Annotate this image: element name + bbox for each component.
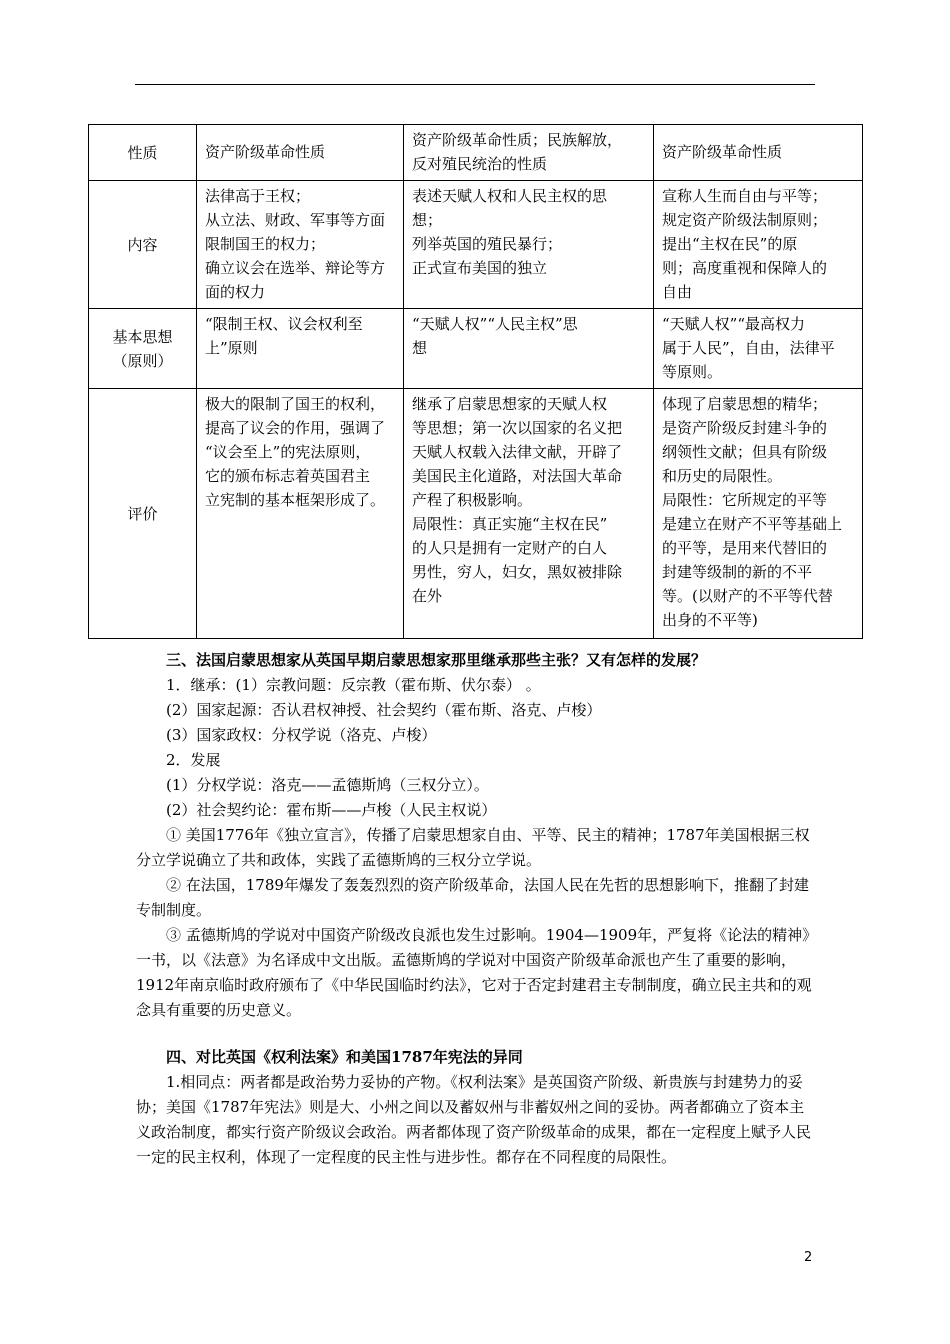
section-4-heading: 四、对比英国《权利法案》和美国1787年宪法的异同 <box>166 1048 523 1066</box>
body-text <box>136 648 816 1170</box>
table-cell: 资产阶级革命性质 <box>197 125 404 181</box>
row-header-principle: 基本思想 （原则） <box>89 309 197 389</box>
paragraph: ① 美国1776年《独立宣言》，传播了启蒙思想家自由、平等、民主的精神；1787年美国根据三权分立学说确立了共和政体，实践了孟德斯鸠的三权分立学说。 <box>136 826 810 869</box>
list-item: 1．继承：(1）宗教问题：反宗教（霍布斯、伏尔泰） 。 <box>166 676 541 694</box>
table-row <box>89 389 863 639</box>
table-cell: 体现了启蒙思想的精华； 是资产阶级反封建斗争的 纲领性文献；但具有阶级 和历史的局限性。 局限性：它所规定的平等 是建立在财产不平等基础上 的平等，是用来代替旧的 封建等级制的新的不平 等。(以财产的不平等代替 出身的不平等) <box>654 389 863 639</box>
paragraph: ③ 孟德斯鸠的学说对中国资产阶级改良派也发生过影响。1904—1909年，严复将《论法的精神》一书，以《法意》为名译成中文出版。孟德斯鸠的学说对中国资产阶级革命派也产生了重要的影响，1912年南京临时政府颁布了《中华民国临时约法》，它对于否定封建君主专制制度，确立民主共和的观念具有重要的历史意义。 <box>136 926 812 1019</box>
page-number: 2 <box>804 1250 813 1265</box>
list-item: (2）社会契约论：霍布斯——卢梭（人民主权说） <box>166 801 497 819</box>
table-cell: 极大的限制了国王的权利， 提高了议会的作用，强调了 “议会至上”的宪法原则， 它的颁布标志着英国君主 立宪制的基本框架形成了。 <box>197 389 404 639</box>
table-cell: 资产阶级革命性质；民族解放， 反对殖民统治的性质 <box>404 125 654 181</box>
table-cell: “限制王权、议会权利至 上”原则 <box>197 309 404 389</box>
table-cell: 继承了启蒙思想家的天赋人权 等思想；第一次以国家的名义把 天赋人权载入法律文献，开辟了 美国民主化道路，对法国大革命 产程了积极影响。 局限性：真正实施“主权在民” 的人只是拥有一定财产的白人 男性，穷人，妇女，黑奴被排除 在外 <box>404 389 654 639</box>
list-item: (3）国家政权：分权学说（洛克、卢梭） <box>166 726 437 744</box>
table-cell: 表述天赋人权和人民主权的思 想； 列举英国的殖民暴行； 正式宣布美国的独立 <box>404 181 654 309</box>
header-rule <box>135 84 815 85</box>
table-cell: 法律高于王权； 从立法、财政、军事等方面 限制国王的权力； 确立议会在选举、辩论等方 面的权力 <box>197 181 404 309</box>
section-3-heading: 三、法国启蒙思想家从英国早期启蒙思想家那里继承那些主张？又有怎样的发展？ <box>166 651 707 669</box>
table-cell: “天赋人权”“最高权力 属于人民”，自由，法律平 等原则。 <box>654 309 863 389</box>
table-row <box>89 125 863 181</box>
comparison-table <box>88 124 863 639</box>
paragraph: 1.相同点：两者都是政治势力妥协的产物。《权利法案》是英国资产阶级、新贵族与封建势力的妥协；美国《1787年宪法》则是大、小州之间以及蓄奴州与非蓄奴州之间的妥协。两者都确立了资本主义政治制度，都实行资产阶级议会政治。两者都体现了资产阶级革命的成果，都在一定程度上赋予人民一定的民主权利，体现了一定程度的民主性与进步性。都存在不同程度的局限性。 <box>136 1073 812 1166</box>
row-header-nature: 性质 <box>89 125 197 181</box>
table-row <box>89 309 863 389</box>
table-cell: “天赋人权”“人民主权”思 想 <box>404 309 654 389</box>
table-cell: 宣称人生而自由与平等； 规定资产阶级法制原则； 提出“主权在民”的原 则；高度重视和保障人的 自由 <box>654 181 863 309</box>
table-row <box>89 181 863 309</box>
row-header-evaluation: 评价 <box>89 389 197 639</box>
list-item: (1）分权学说：洛克——孟德斯鸠（三权分立）。 <box>166 776 489 794</box>
paragraph: ② 在法国，1789年爆发了轰轰烈烈的资产阶级革命，法国人民在先哲的思想影响下，推翻了封建专制制度。 <box>136 876 809 919</box>
table-cell: 资产阶级革命性质 <box>654 125 863 181</box>
list-item: 2．发展 <box>166 751 221 769</box>
list-item: (2）国家起源：否认君权神授、社会契约（霍布斯、洛克、卢梭） <box>166 701 602 719</box>
row-header-content: 内容 <box>89 181 197 309</box>
